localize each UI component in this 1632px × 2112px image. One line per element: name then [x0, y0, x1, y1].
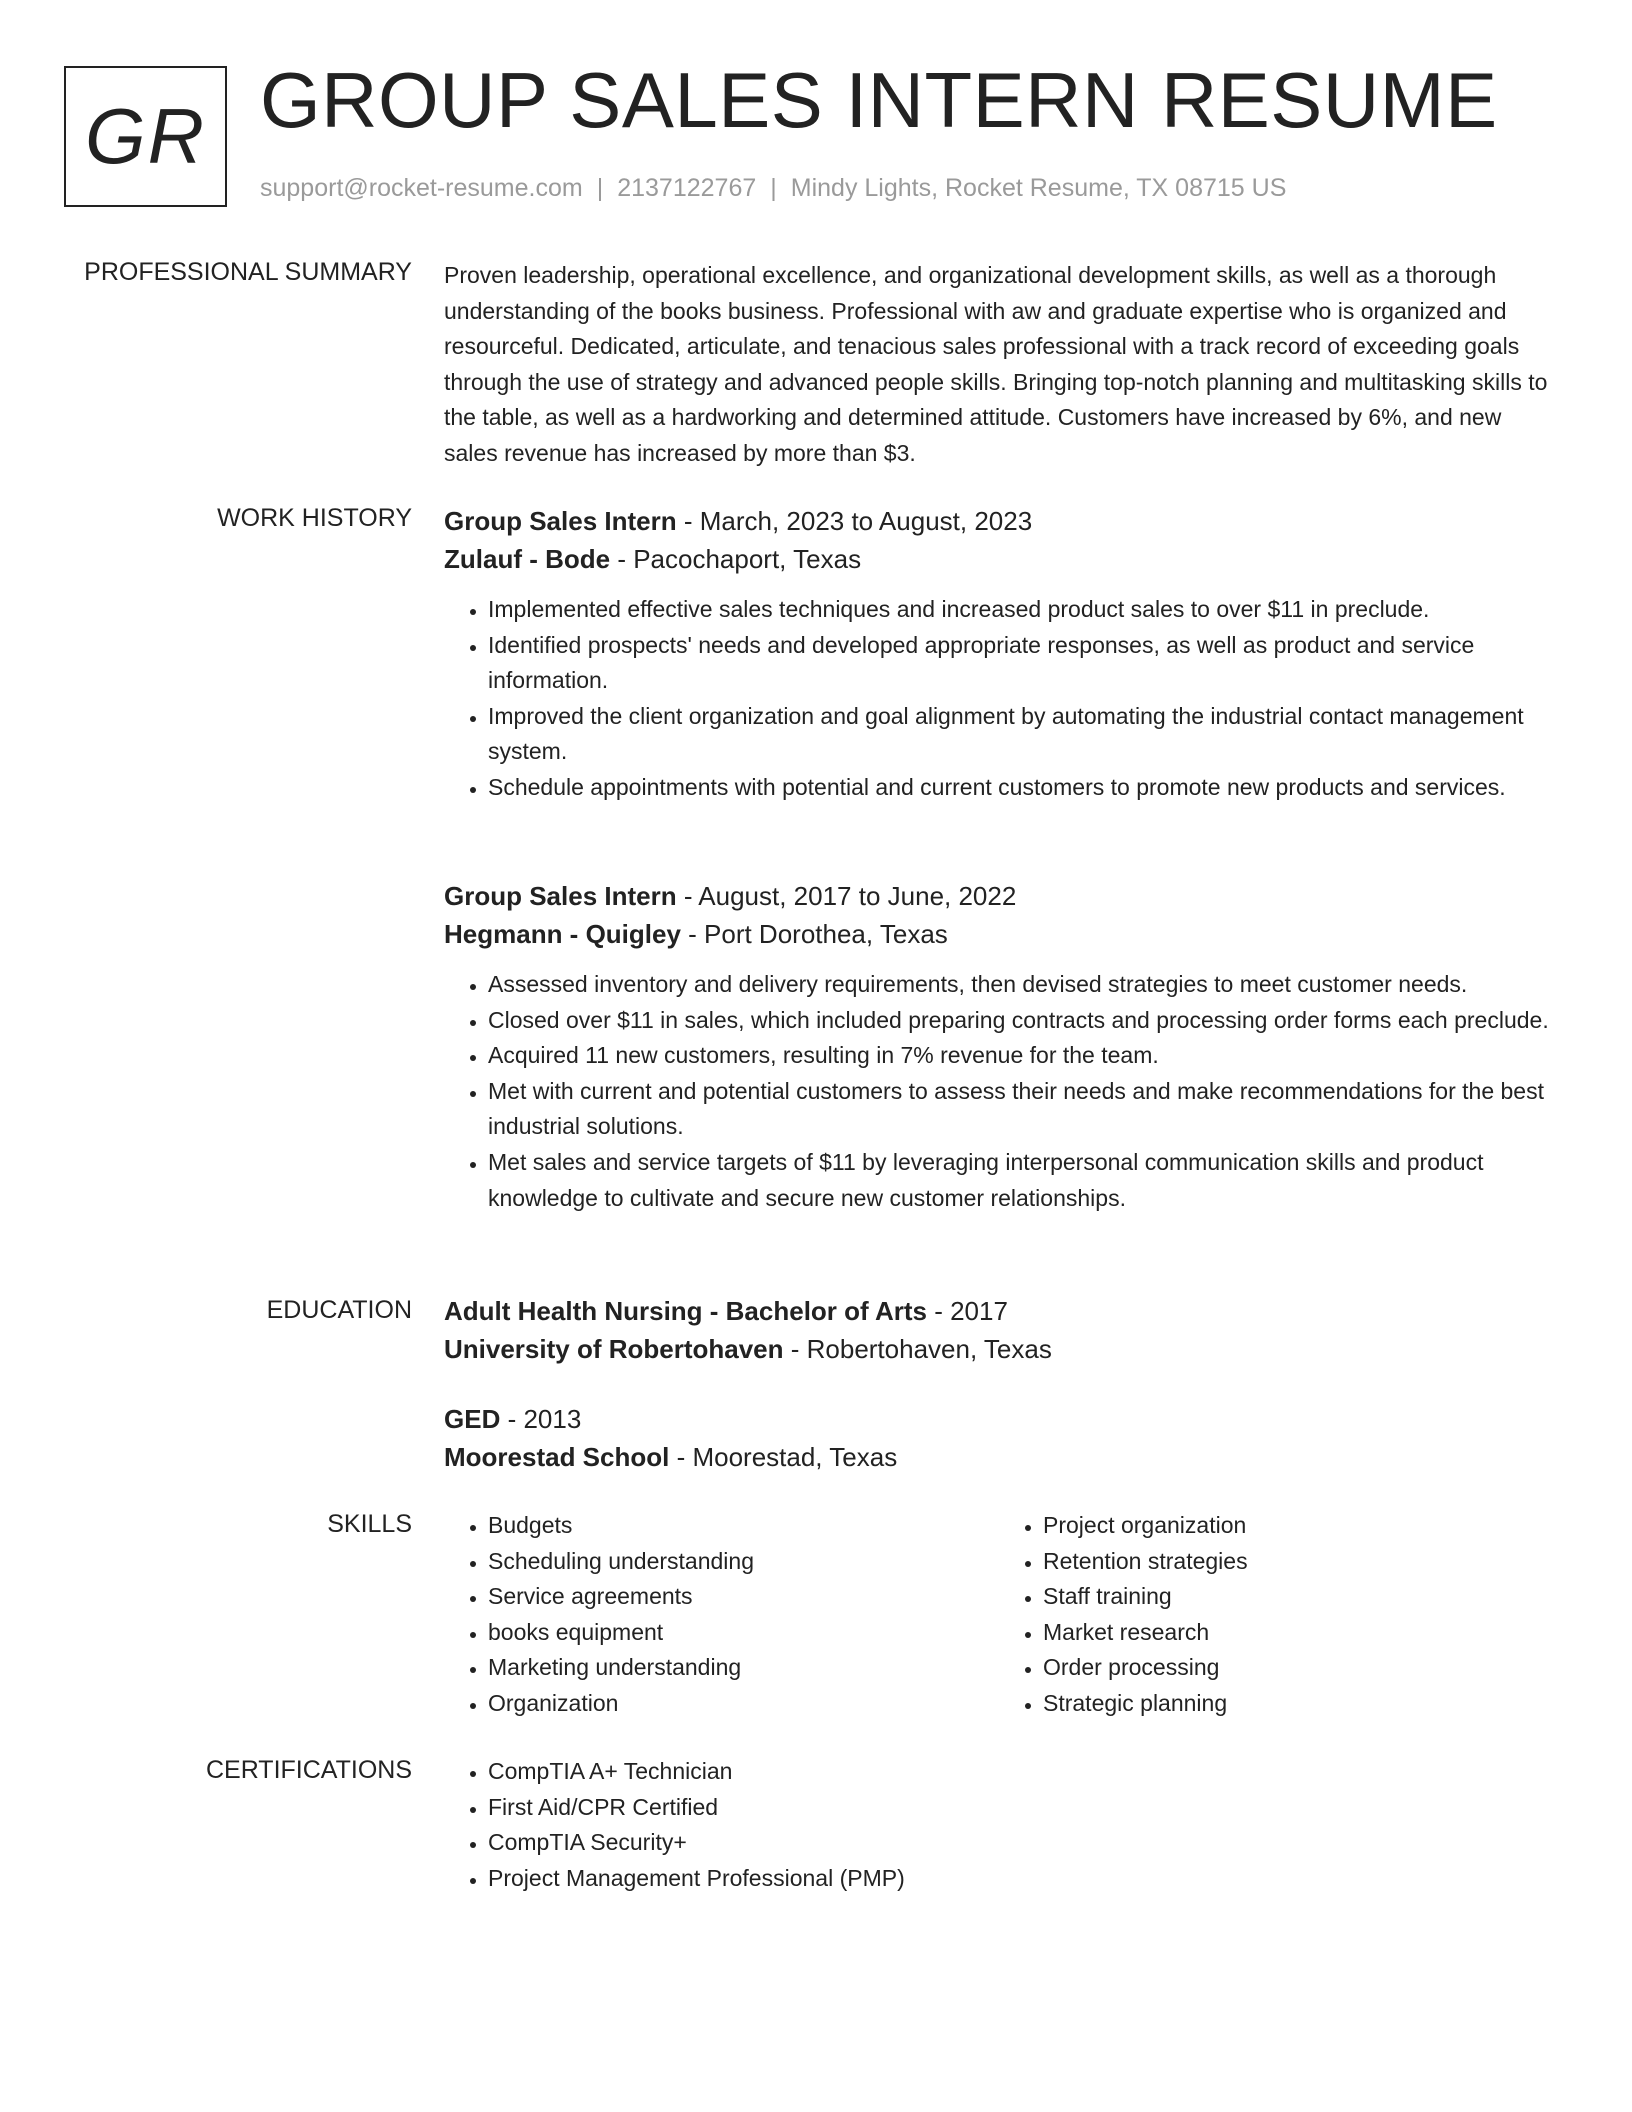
job-bullets — [444, 967, 1554, 1216]
section-label-skills: SKILLS — [327, 1510, 412, 1538]
certification-item: • CompTIA A+ Technician — [488, 1754, 1554, 1790]
education-degree: Adult Health Nursing - Bachelor of Arts — [444, 1296, 927, 1326]
summary-text: Proven leadership, operational excellence, and organizational development skills, as well as a thorough understanding of the books business. Professional with aw and graduate expertise who is organized and resourceful. Dedicated, articulate, and tenacious sales professional with a track record of exceeding goals through the use of strategy and advanced people skills. Bringing top-notch planning and multitasking skills to the table, as well as a hardworking and determined attitude. Customers have increased by 6%, and new sales revenue has increased by more than $3. — [444, 262, 1548, 466]
job-bullet: • Schedule appointments with potential and current customers to promote new products and services. — [488, 770, 1554, 806]
job-title: Group Sales Intern — [444, 506, 677, 536]
skills-columns — [444, 1508, 1554, 1722]
job-bullets — [444, 592, 1554, 806]
skill-item: • Retention strategies — [1043, 1544, 1554, 1580]
education-school: Moorestad School — [444, 1442, 670, 1472]
job-bullet: • Implemented effective sales techniques and increased product sales to over $11 in preclude. — [488, 592, 1554, 628]
job-bullet: • Met sales and service targets of $11 by leveraging interpersonal communication skills and product knowledge to cultivate and secure new customer relationships. — [488, 1145, 1554, 1216]
job-bullet: • Closed over $11 in sales, which included preparing contracts and processing order forms each preclude. — [488, 1003, 1554, 1039]
job-bullet: • Improved the client organization and goal alignment by automating the industrial contact management system. — [488, 699, 1554, 770]
summary-section — [444, 258, 1554, 472]
job-company: Hegmann - Quigley — [444, 919, 681, 949]
contact-phone[interactable]: 2137122767 — [617, 174, 757, 202]
skill-item: • Strategic planning — [1043, 1686, 1554, 1722]
skill-item: • Staff training — [1043, 1579, 1554, 1615]
job-entry — [444, 877, 1554, 1216]
skill-item: • Market research — [1043, 1615, 1554, 1651]
job-location: - Port Dorothea, Texas — [680, 919, 948, 949]
education-degree-line — [444, 1400, 1554, 1438]
job-location: - Pacochaport, Texas — [610, 544, 862, 574]
job-title-line — [444, 502, 1554, 540]
skill-item: • Service agreements — [488, 1579, 999, 1615]
contact-address: Mindy Lights, Rocket Resume, TX 08715 US — [790, 174, 1287, 202]
job-dates: - August, 2017 to June, 2022 — [676, 881, 1017, 911]
skill-item: • Organization — [488, 1686, 999, 1722]
job-title: Group Sales Intern — [444, 881, 677, 911]
education-location: - Robertohaven, Texas — [783, 1334, 1052, 1364]
skill-item: • Marketing understanding — [488, 1650, 999, 1686]
certifications-section — [444, 1754, 1554, 1896]
contact-email[interactable]: support@rocket-resume.com — [260, 174, 583, 202]
section-label-certifications: CERTIFICATIONS — [205, 1756, 412, 1784]
section-label-work-history: WORK HISTORY — [217, 504, 412, 532]
job-bullet: • Met with current and potential customers to assess their needs and make recommendations for the best industrial solutions. — [488, 1074, 1554, 1145]
job-dates: - March, 2023 to August, 2023 — [676, 506, 1033, 536]
education-location: - Moorestad, Texas — [669, 1442, 898, 1472]
skills-list-right — [999, 1508, 1554, 1722]
job-title-line — [444, 877, 1554, 915]
skill-item: • books equipment — [488, 1615, 999, 1651]
education-school: University of Robertohaven — [444, 1334, 784, 1364]
job-company-line — [444, 540, 1554, 578]
section-label-education: EDUCATION — [266, 1296, 412, 1324]
certification-item: • Project Management Professional (PMP) — [488, 1861, 1554, 1897]
certification-item: • CompTIA Security+ — [488, 1825, 1554, 1861]
education-year: - 2017 — [926, 1296, 1008, 1326]
contact-separator: | — [770, 174, 777, 202]
job-bullet: • Acquired 11 new customers, resulting in 7% revenue for the team. — [488, 1038, 1554, 1074]
skill-item: • Budgets — [488, 1508, 999, 1544]
education-degree: GED — [444, 1404, 501, 1434]
job-entry — [444, 502, 1554, 806]
skills-list-left — [444, 1508, 999, 1722]
certification-item: • First Aid/CPR Certified — [488, 1790, 1554, 1826]
education-school-line — [444, 1330, 1554, 1368]
education-degree-line — [444, 1292, 1554, 1330]
job-company: Zulauf - Bode — [444, 544, 611, 574]
education-entry — [444, 1400, 1554, 1476]
education-year: - 2013 — [500, 1404, 582, 1434]
skills-section — [444, 1508, 1554, 1722]
contact-line — [260, 174, 1286, 203]
skill-item: • Project organization — [1043, 1508, 1554, 1544]
resume-title: GROUP SALES INTERN RESUME — [260, 56, 1498, 144]
contact-separator: | — [596, 174, 604, 202]
job-company-line — [444, 915, 1554, 953]
skill-item: • Scheduling understanding — [488, 1544, 999, 1580]
education-school-line — [444, 1438, 1554, 1476]
education-entry — [444, 1292, 1554, 1368]
job-bullet: • Assessed inventory and delivery requirements, then devised strategies to meet customer needs. — [488, 967, 1554, 1003]
section-label-summary: PROFESSIONAL SUMMARY — [84, 258, 412, 286]
skill-item: • Order processing — [1043, 1650, 1554, 1686]
job-bullet: • Identified prospects' needs and developed appropriate responses, as well as product and service information. — [488, 628, 1554, 699]
monogram-initials: GR — [85, 92, 206, 180]
certifications-list — [444, 1754, 1554, 1896]
monogram-box — [64, 66, 227, 207]
